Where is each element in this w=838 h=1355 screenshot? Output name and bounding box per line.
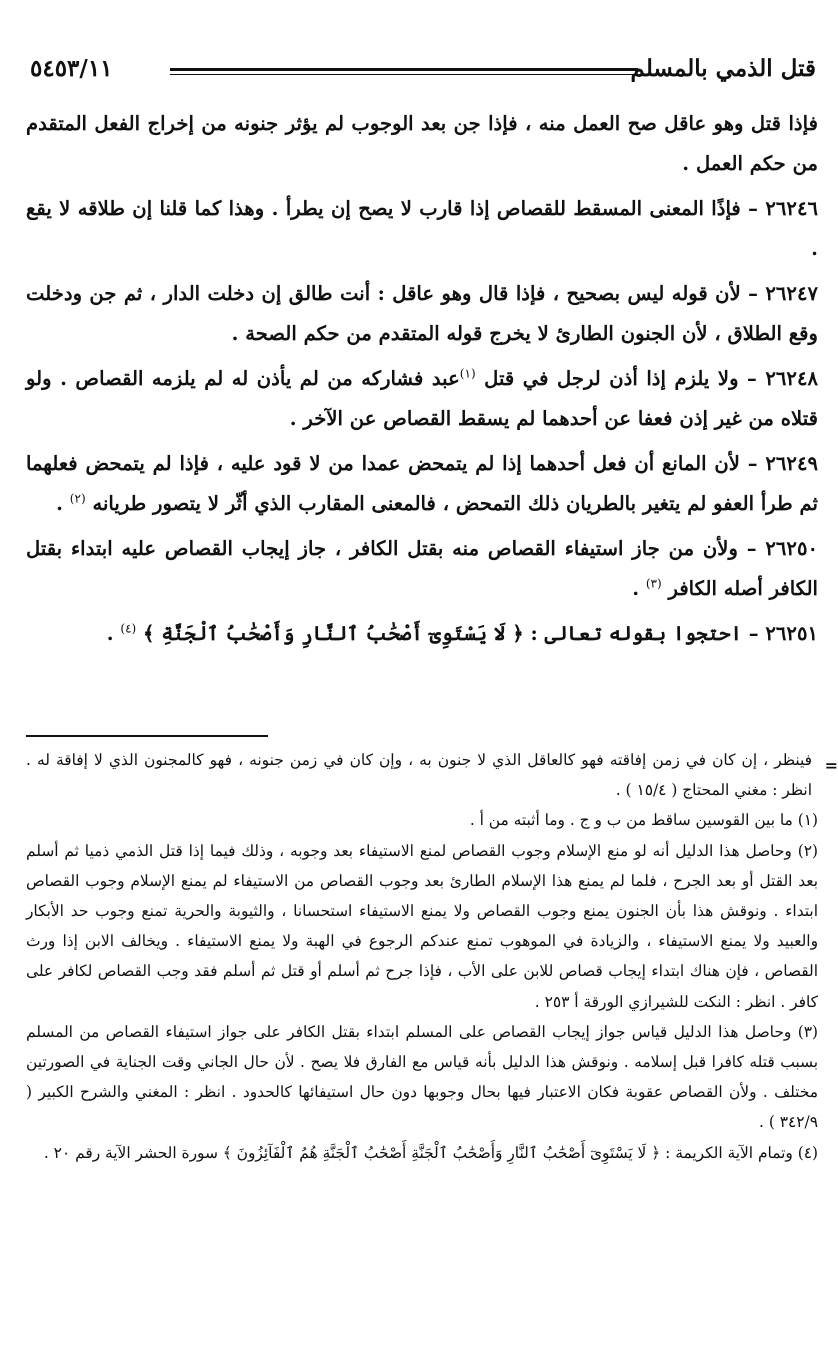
footnote-4: (٤) وتمام الآية الكريمة : ﴿ لَا يَسْتَوِىٓ أَصْحَٰبُ ٱلنَّارِ وَأَصْحَٰبُ ٱلْجَنَّةِ أَصْحَٰبُ ٱلْجَنَّةِ هُمُ ٱلْفَآئِزُونَ ﴾ سورة الحشر الآية رقم ٢٠ . <box>43 1143 818 1162</box>
paragraph-26247 <box>26 274 818 353</box>
paragraph-text: . <box>56 491 70 515</box>
paragraph-text: – احتجوا بقوله تعالى : ﴿ لَا يَسْتَوِىٓ أَصْحَٰبُ ٱلنَّارِ وَأَصْحَٰبُ ٱلْجَنَّةِ ﴾ <box>136 622 766 645</box>
footnote-3: (٣) وحاصل هذا الدليل قياس جواز إيجاب القصاص على المسلم ابتداء بقتل الكافر على جواز استيفاء القصاص من المسلم بسبب قتله كافرا قبل إسلامه . ونوقش هذا الدليل بأنه قياس مع الفارق فلا يصح . لأن حال الجاني وقت الجناية في الصورتين مختلف . ولأن القصاص عقوبة فكان الاعتبار فيها بحال وجوبها دون حال استيفائها كالحدود . انظر : المغني والشرح الكبير ( ٣٤٢/٩ ) . <box>26 1022 818 1132</box>
footnote-ref-2[interactable]: (٢) <box>69 490 86 505</box>
paragraph-text: . <box>106 622 121 645</box>
paragraph-26246 <box>26 189 818 268</box>
continuation-mark: = <box>824 756 838 775</box>
running-title: قتل الذمي بالمسلم <box>630 55 816 82</box>
paragraph-number: ٢٦٢٥٠ <box>765 537 818 560</box>
paragraph-text: – ولأن من جاز استيفاء القصاص منه بقتل الكافر ، جاز إيجاب القصاص عليه ابتداء بقتل الكافر أصله الكافر <box>26 537 818 600</box>
paragraph-text: – لأن قوله ليس بصحيح ، فإذا قال وهو عاقل : أنت طالق إن دخلت الدار ، ثم جن ودخلت وقع الطلاق ، لأن الجنون الطارئ لا يخرج قوله المتقدم من حكم الصحة . <box>26 282 818 345</box>
paragraph-26250 <box>26 529 818 608</box>
paragraph-text: فإذا قتل وهو عاقل صح العمل منه ، فإذا جن بعد الوجوب لم يؤثر جنونه من إخراج الفعل المتقدم من حكم العمل . <box>26 112 818 175</box>
page-header <box>30 52 816 86</box>
footnote-2: (٢) وحاصل هذا الدليل أنه لو منع الإسلام وجوب القصاص لمنع الاستيفاء بعد وجوبه ، وذلك فيما إذا قتل الذمي ذميا ثم أسلم بعد القتل أو بعد الجرح ، فلما لم يمنع هذا الإسلام الطارئ بعد وجوب القصاص من الاستيفاء لم يمنع الإسلام وجوب القصاص ابتداء . ونوقش هذا بأن الجنون يمنع وجوب القصاص ولا يمنع الاستيفاء استحسانا ، والثيوبة والحرية تمنع وجوب حد الأبكار والعبيد ولا يمنع الاستيفاء ، والزيادة في الموهوب تمنع عندكم الرجوع في الهبة ولا يمنع الاستيفاء . ويخالف الابن إذا ورث القصاص ، فإن هناك ابتداء إيجاب قصاص للابن على الأب ، فإذا جرح ثم أسلم أو قتل ثم أسلم فقد وجب القصاص لكافر على كافر . انظر : النكت للشيرازي الورقة أ ٢٥٣ . <box>26 841 818 1011</box>
header-rule <box>170 68 638 75</box>
paragraph-number: ٢٦٢٤٧ <box>765 282 818 305</box>
footnotes <box>26 745 838 1168</box>
paragraph-number: ٢٦٢٤٦ <box>765 197 818 220</box>
footnote-ref-4[interactable]: (٤) <box>120 621 137 636</box>
paragraph-text: – لأن المانع أن فعل أحدهما إذا لم يتمحض عمدا من لا قود عليه ، فإذا لم يتمحض فعلهما ثم طرأ العفو لم يتغير بالطريان ذلك التمحض ، فالمعنى المقارب الذي أثّر لا يتصور طريانه <box>26 452 818 515</box>
main-text <box>26 104 818 660</box>
paragraph-text: – ولا يلزم إذا أذن لرجل في قتل <box>475 367 766 390</box>
paragraph-number: ٢٦٢٤٩ <box>765 452 818 475</box>
paragraph-number: ٢٦٢٤٨ <box>765 367 818 390</box>
paragraph-text: – فإذًا المعنى المسقط للقصاص إذا قارب لا يصح إن يطرأ . وهذا كما قلنا إن طلاقه لا يقع . <box>26 197 818 260</box>
footnote-continuation <box>26 745 838 805</box>
footnote-ref-3[interactable]: (٣) <box>645 575 662 590</box>
paragraph-26248 <box>26 359 818 438</box>
paragraph-text: عبد فشاركه من لم يأذن له لم يلزمه القصاص . ولو قتلاه من غير إذن فعفا عن أحدهما لم يسقط القصاص عن الآخر . <box>26 367 818 430</box>
footnote-separator <box>26 735 268 737</box>
paragraph-number: ٢٦٢٥١ <box>765 622 818 645</box>
footnote-1: (١) ما بين القوسين ساقط من ب و ج . وما أثبته من أ . <box>469 811 818 830</box>
paragraph-26249 <box>26 444 818 523</box>
footnote-text: فينظر ، إن كان في زمن إفاقته فهو كالعاقل الذي لا جنون به ، وإن كان في زمن جنونه ، فهو كالمجنون الذي لا إفاقة له . انظر : مغني المحتاج ( ١٥/٤ ) . <box>26 751 812 800</box>
paragraph-continuation <box>26 104 818 183</box>
page-number: ٥٤٥٣/١١ <box>30 55 113 82</box>
footnote-ref-1[interactable]: (١) <box>459 366 476 381</box>
paragraph-text: . <box>632 576 646 600</box>
paragraph-26251 <box>26 614 818 654</box>
